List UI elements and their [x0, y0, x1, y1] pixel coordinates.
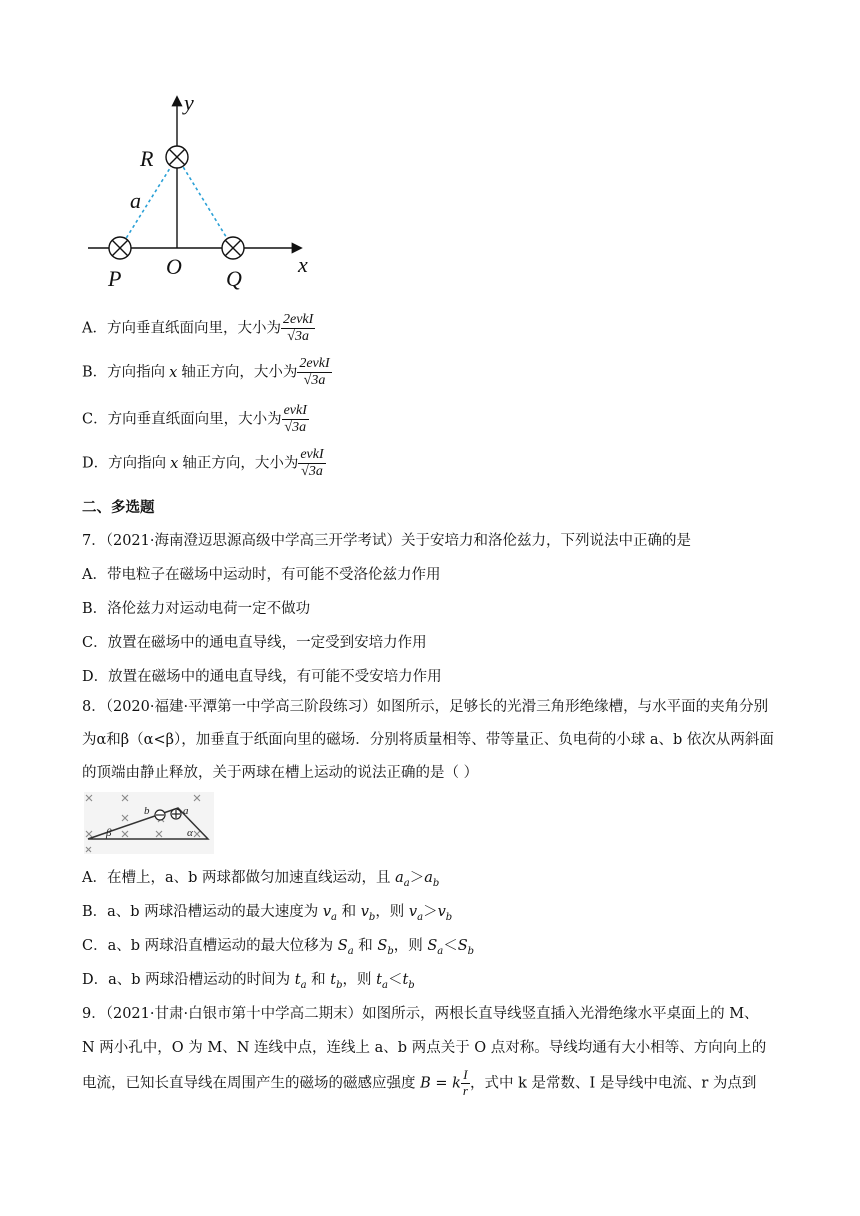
- q7-option-b[interactable]: B．洛伦兹力对运动电荷一定不做功: [82, 601, 311, 617]
- q6-option-b[interactable]: B．方向指向 x 轴正方向，大小为 $\frac{\text{2evkI}}{√3a}$: [82, 356, 330, 389]
- label-y: y: [184, 90, 194, 115]
- wire-p-into-page-icon: [109, 237, 131, 259]
- q8-option-a[interactable]: A．在槽上，a、b 两球都做匀加速直线运动，且 $a_a>a_b$: [82, 870, 440, 889]
- q9-line-3: 电流，已知长直导线在周围产生的磁场的磁感应强度 B = k $\frac{I}{r}$ ，式中 k 是常数、I 是导线中电流、r 为点到: [82, 1067, 757, 1098]
- triangle-trough-figure: [84, 792, 214, 854]
- q8-option-b[interactable]: B．a、b 两球沿槽运动的最大速度为 $v_a$ 和 $v_b$，则 $v_a>v_b$: [82, 904, 453, 923]
- q7-option-c[interactable]: C．放置在磁场中的通电直导线，一定受到安培力作用: [82, 635, 427, 651]
- fraction: $\frac{\text{2evkI}}{√3a}$: [282, 312, 314, 345]
- label-b: b: [144, 805, 150, 817]
- wire-q-into-page-icon: [222, 237, 244, 259]
- label-a: a: [130, 188, 141, 213]
- fraction: $\frac{I}{r}$: [462, 1067, 468, 1098]
- label-r: R: [140, 146, 154, 171]
- q7-stem: 7．（2021·海南澄迈思源高级中学高三开学考试）关于安培力和洛伦兹力，下列说法中正确的是: [82, 533, 691, 549]
- q9-line-1: 9．（2021·甘肃·白银市第十中学高二期末）如图所示，两根长直导线竖直插入光滑绝缘水平桌面上的 M、: [82, 1006, 759, 1022]
- q6-option-a[interactable]: A．方向垂直纸面向里，大小为 $\frac{\text{2evkI}}{√3a}$: [82, 312, 314, 345]
- label-q: Q: [226, 266, 242, 291]
- label-p: P: [108, 266, 122, 291]
- q8-option-d[interactable]: D．a、b 两球沿槽运动的时间为 $t_a$ 和 $t_b$，则 $t_a<t_b$: [82, 972, 415, 991]
- q7-option-a[interactable]: A．带电粒子在磁场中运动时，有可能不受洛伦兹力作用: [82, 567, 441, 583]
- fraction: $\frac{\text{evkI}}{√3a}$: [300, 447, 324, 480]
- q7-option-d[interactable]: D．放置在磁场中的通电直导线，有可能不受安培力作用: [82, 669, 442, 685]
- label-alpha: α: [187, 827, 193, 839]
- label-x: x: [298, 252, 308, 277]
- label-o: O: [166, 254, 182, 279]
- wire-r-into-page-icon: [166, 146, 188, 168]
- coordinate-figure: [80, 90, 330, 300]
- label-beta: β: [106, 827, 112, 839]
- fraction: $\frac{\text{evkI}}{√3a}$: [283, 403, 307, 436]
- q8-option-c[interactable]: C．a、b 两球沿直槽运动的最大位移为 $S_a$ 和 $S_b$，则 $S_a<S_b$: [82, 938, 475, 957]
- fraction: $\frac{\text{2evkI}}{√3a}$: [299, 356, 330, 389]
- q6-option-d[interactable]: D．方向指向 x 轴正方向，大小为 $\frac{\text{evkI}}{√3a}$: [82, 447, 324, 480]
- dashed-line-rq: [177, 157, 233, 248]
- q8-stem: 8．（2020·福建·平潭第一中学高三阶段练习）如图所示，足够长的光滑三角形绝缘槽，与水平面的夹角分别为α和β（α<β），加垂直于纸面向里的磁场．分别将质量相等、带等量正、负电荷的小球 a、b 依次从两斜面的顶端由静止释放，关于两球在槽上运动的说法正确的是（ ）: [82, 699, 774, 781]
- q9-line-2: N 两小孔中，O 为 M、N 连线中点，连线上 a、b 两点关于 O 点对称。导线均通有大小相等、方向向上的: [82, 1040, 767, 1056]
- q6-option-c[interactable]: C．方向垂直纸面向里，大小为 $\frac{\text{evkI}}{√3a}$: [82, 403, 307, 436]
- formula-lhs: B = k: [420, 1075, 461, 1092]
- label-a: a: [183, 805, 189, 817]
- section-title: 二、多选题: [82, 499, 155, 516]
